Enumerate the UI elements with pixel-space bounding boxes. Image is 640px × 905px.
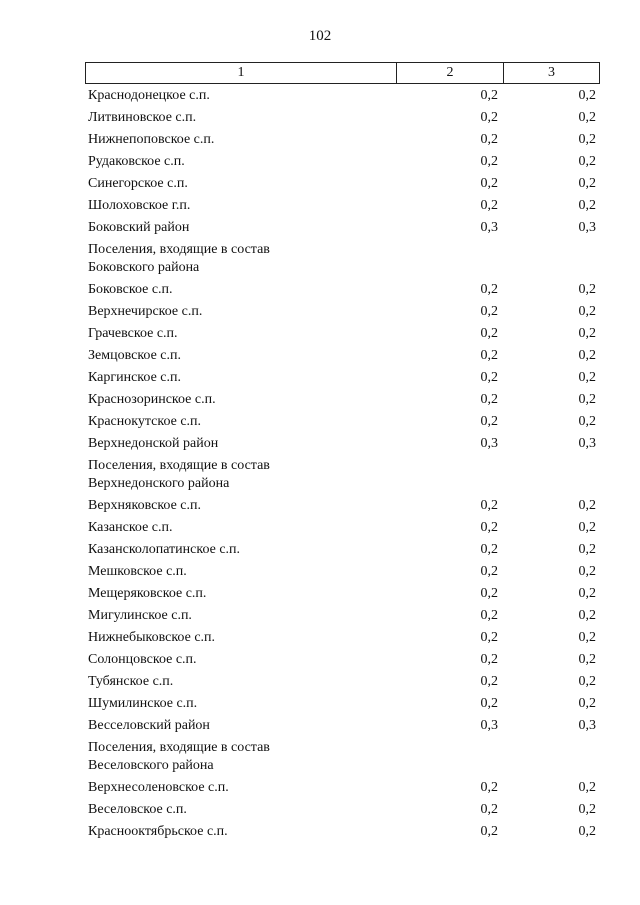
row-value-col-2: 0,2 [480,780,498,795]
row-name: Рудаковское с.п. [88,154,185,169]
row-value-col-3: 0,2 [578,652,596,667]
table-row [88,673,598,695]
row-name: Грачевское с.п. [88,326,178,341]
row-name: Синегорское с.п. [88,176,188,191]
row-value-col-2: 0,2 [480,564,498,579]
row-value-col-2: 0,2 [480,392,498,407]
row-value-col-3: 0,2 [578,326,596,341]
table-row [88,303,598,325]
table-header [85,62,600,84]
row-name: Верхнедонской район [88,436,219,451]
row-value-col-2: 0,2 [480,88,498,103]
table-body [88,87,598,845]
row-value-col-3: 0,2 [578,176,596,191]
row-name: Боковское с.п. [88,282,173,297]
row-value-col-3: 0,2 [578,780,596,795]
row-value-col-2: 0,2 [480,586,498,601]
table-row [88,241,598,281]
table-row [88,197,598,219]
row-value-col-3: 0,2 [578,132,596,147]
row-value-col-2: 0,2 [480,542,498,557]
row-value-col-2: 0,2 [480,110,498,125]
row-value-col-3: 0,2 [578,520,596,535]
row-name: Каргинское с.п. [88,370,181,385]
row-value-col-3: 0,3 [578,436,596,451]
table-row [88,585,598,607]
table-row [88,281,598,303]
row-value-col-3: 0,2 [578,586,596,601]
row-value-col-2: 0,2 [480,154,498,169]
table-row [88,541,598,563]
table-row [88,87,598,109]
table-row [88,347,598,369]
row-value-col-3: 0,3 [578,220,596,235]
row-value-col-3: 0,2 [578,282,596,297]
row-value-col-2: 0,3 [480,220,498,235]
row-name: Поселения, входящие в состав Боковского района [88,242,270,275]
row-value-col-2: 0,2 [480,630,498,645]
table-row [88,563,598,585]
row-value-col-2: 0,2 [480,696,498,711]
table-row [88,325,598,347]
row-name: Весселовский район [88,718,210,733]
row-value-col-2: 0,2 [480,652,498,667]
row-value-col-2: 0,2 [480,520,498,535]
row-name: Боковский район [88,220,190,235]
row-value-col-2: 0,2 [480,608,498,623]
table-row [88,153,598,175]
row-value-col-3: 0,2 [578,542,596,557]
row-value-col-2: 0,2 [480,326,498,341]
header-col-2: 2 [397,63,504,83]
table-row [88,779,598,801]
row-name: Краснокутское с.п. [88,414,202,429]
row-name: Мигулинское с.п. [88,608,192,623]
row-value-col-3: 0,2 [578,198,596,213]
table-row [88,391,598,413]
row-name: Краснозоринское с.п. [88,392,216,407]
row-value-col-3: 0,2 [578,802,596,817]
table-row [88,457,598,497]
row-name: Поселения, входящие в состав Веселовского района [88,740,270,773]
row-name: Литвиновское с.п. [88,110,197,125]
table-row [88,739,598,779]
row-value-col-3: 0,2 [578,630,596,645]
row-name: Краснооктябрьское с.п. [88,824,228,839]
header-col-1: 1 [86,63,397,83]
row-value-col-2: 0,2 [480,176,498,191]
row-value-col-3: 0,2 [578,696,596,711]
table-row [88,519,598,541]
row-value-col-2: 0,3 [480,436,498,451]
table-row [88,695,598,717]
row-value-col-3: 0,2 [578,370,596,385]
row-value-col-2: 0,2 [480,802,498,817]
row-value-col-2: 0,2 [480,198,498,213]
table-row [88,651,598,673]
table-row [88,497,598,519]
table-row [88,607,598,629]
row-name: Шолоховское г.п. [88,198,191,213]
row-value-col-2: 0,3 [480,718,498,733]
row-value-col-2: 0,2 [480,824,498,839]
row-name: Краснодонецкое с.п. [88,88,210,103]
row-value-col-3: 0,2 [578,498,596,513]
row-value-col-3: 0,2 [578,674,596,689]
table-row [88,109,598,131]
row-name: Веселовское с.п. [88,802,187,817]
table-row [88,369,598,391]
row-name: Верхнечирское с.п. [88,304,203,319]
row-name: Нижнебыковское с.п. [88,630,216,645]
table-row [88,175,598,197]
row-name: Верхнесоленовское с.п. [88,780,229,795]
table-row [88,435,598,457]
row-name: Солонцовское с.п. [88,652,197,667]
row-value-col-2: 0,2 [480,282,498,297]
row-value-col-2: 0,2 [480,674,498,689]
row-name: Мешковское с.п. [88,564,187,579]
row-value-col-3: 0,2 [578,564,596,579]
row-value-col-3: 0,2 [578,348,596,363]
row-value-col-3: 0,3 [578,718,596,733]
row-name: Земцовское с.п. [88,348,182,363]
row-value-col-3: 0,2 [578,608,596,623]
row-value-col-3: 0,2 [578,110,596,125]
table-row [88,801,598,823]
row-name: Мещеряковское с.п. [88,586,207,601]
header-col-3: 3 [548,65,555,80]
row-value-col-3: 0,2 [578,392,596,407]
row-name: Казанское с.п. [88,520,173,535]
page-number: 102 [308,28,332,44]
row-value-col-2: 0,2 [480,370,498,385]
row-name: Нижнепоповское с.п. [88,132,215,147]
row-value-col-2: 0,2 [480,498,498,513]
row-value-col-3: 0,2 [578,304,596,319]
table-row [88,131,598,153]
row-name: Тубянское с.п. [88,674,174,689]
table-row [88,823,598,845]
row-value-col-2: 0,2 [480,414,498,429]
table-row [88,413,598,435]
row-value-col-3: 0,2 [578,414,596,429]
row-value-col-3: 0,2 [578,88,596,103]
row-name: Поселения, входящие в состав Верхнедонского района [88,458,270,491]
row-value-col-3: 0,2 [578,824,596,839]
row-value-col-3: 0,2 [578,154,596,169]
table-row [88,219,598,241]
row-value-col-2: 0,2 [480,348,498,363]
row-name: Верхняковское с.п. [88,498,201,513]
row-value-col-2: 0,2 [480,132,498,147]
table-row [88,717,598,739]
row-name: Шумилинское с.п. [88,696,198,711]
row-name: Казансколопатинское с.п. [88,542,241,557]
row-value-col-2: 0,2 [480,304,498,319]
table-row [88,629,598,651]
